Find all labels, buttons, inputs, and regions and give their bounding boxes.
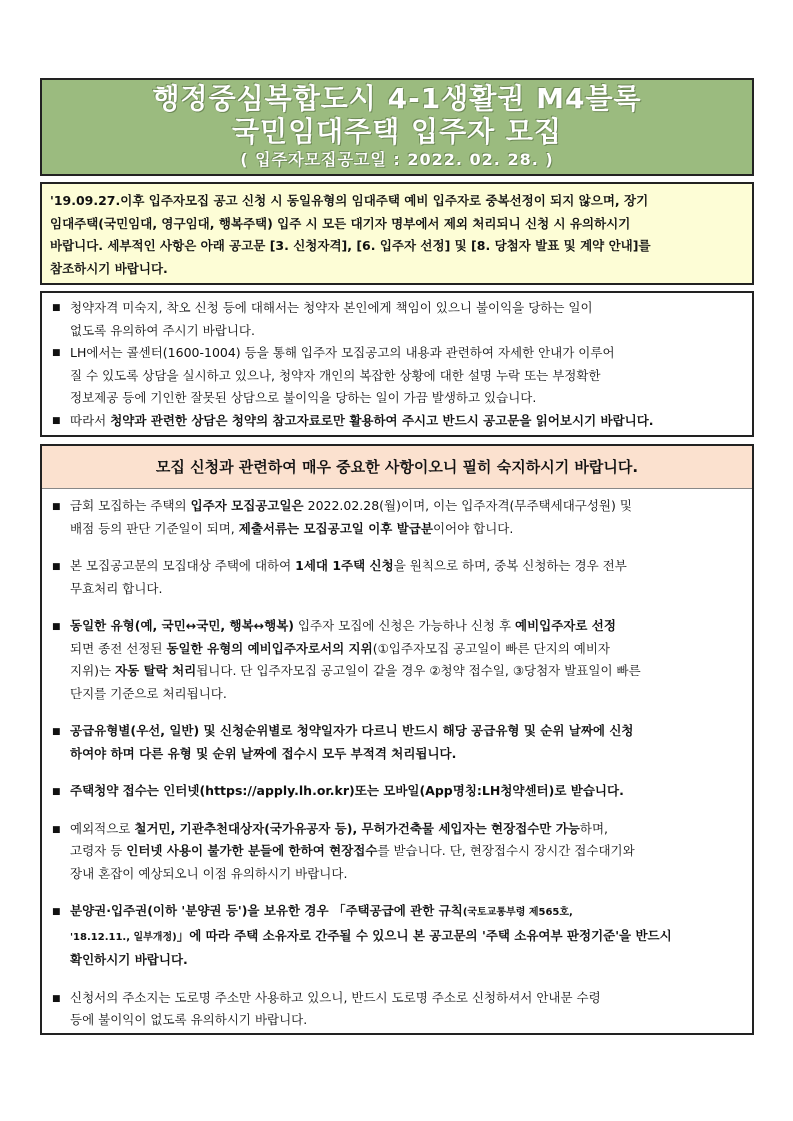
item-text: 등에 불이익이 없도록 유의하시기 바랍니다. (70, 1012, 308, 1027)
item-text-small: (국토교통부령 제565호, (462, 907, 573, 918)
item-text: (①입주자모집 공고일이 빠른 단지의 예비자 (372, 640, 610, 656)
important-item (50, 900, 742, 972)
caution-text: 없도록 유의하여 주시기 바랍니다. (70, 322, 255, 338)
caution-box (40, 291, 754, 437)
item-text-bold: 동일한 유형(예, 국민↔국민, 행복↔행복) (70, 618, 294, 633)
item-text: 지위)는 (70, 663, 116, 678)
caution-item (50, 410, 744, 433)
item-text-bold: 1세대 1주택 신청 (295, 558, 394, 573)
item-text: 배점 등의 판단 기준일이 되며, (70, 520, 239, 536)
item-text-bold: 분양권·입주권(이하 '분양권 등')을 보유한 경우 「주택공급에 관한 규칙 (70, 903, 463, 918)
item-text-bold: 자동 탈락 처리 (115, 663, 197, 678)
important-item (50, 987, 742, 1032)
important-header: 모집 신청과 관련하여 매우 중요한 사항이오니 필히 숙지하시기 바랍니다. (42, 446, 752, 489)
item-text: 본 모집공고문의 모집대상 주택에 대하여 (70, 558, 296, 573)
item-text-bold: 철거민, 기관추천대상자(국가유공자 등), 무허가건축물 세입자는 현장접수만 가능 (134, 820, 580, 836)
notice-line: 참조하시기 바랍니다. (50, 260, 168, 276)
title-box (40, 78, 754, 176)
item-text-bold: 제출서류는 모집공고일 이후 발급분 (238, 520, 433, 536)
item-text: 금회 모집하는 주택의 (70, 498, 191, 513)
important-item (50, 818, 742, 886)
notice-line: '19.09.27.이후 입주자모집 공고 신청 시 동일유형의 임대주택 예비 입주자로 중복선정이 되지 않으며, 장기 (50, 193, 649, 208)
item-text: 고령자 등 (70, 843, 127, 858)
item-text: 이어야 합니다. (432, 520, 514, 536)
important-item (50, 615, 742, 705)
item-text: 예외적으로 (70, 820, 135, 836)
notice-line: 바랍니다. 세부적인 사항은 아래 공고문 [3. 신청자격], [6. 입주자 선정] 및 [8. 당첨자 발표 및 계약 안내]를 (50, 238, 651, 253)
caution-text: ■ LH에서는 콜센터(1600-1004) 등을 통해 입주자 모집공고의 내용과 관련하여 자세한 안내가 이루어 (70, 345, 615, 360)
caution-text: 질 수 있도록 상담을 실시하고 있으나, 청약자 개인의 복잡한 상황에 대한 설명 누락 또는 부정확한 (70, 367, 601, 383)
caution-text-bold: 청약과 관련한 상담은 청약의 참고자료로만 활용하여 주시고 반드시 공고문을 읽어보시기 바랍니다. (110, 412, 654, 428)
item-text-bold: 인터넷 사용이 불가한 분들에 한하여 현장접수 (126, 843, 378, 858)
item-text: 단지를 기준으로 처리됩니다. (70, 685, 227, 701)
caution-text: 따라서 (70, 412, 111, 428)
item-text-bold: 」에 따라 주택 소유자로 간주될 수 있으니 본 공고문의 '주택 소유여부 판정기준'을 반드시 (176, 927, 672, 943)
caution-text: 정보제공 등에 기인한 잘못된 상담으로 불이익을 당하는 일이 가끔 발생하고 있습니다. (70, 390, 537, 405)
caution-item (50, 297, 744, 342)
item-text: 입주자 모집에 신청은 가능하나 신청 후 (293, 618, 515, 633)
important-item (50, 720, 742, 765)
item-text-bold: 동일한 유형의 예비입주자로서의 지위 (166, 640, 373, 656)
caution-text: ■ 청약자격 미숙지, 착오 신청 등에 대해서는 청약자 본인에게 책임이 있으니 불이익을 당하는 일이 (70, 300, 593, 315)
announcement-date: ( 입주자모집공고일 : 2022. 02. 28. ) (240, 150, 554, 169)
important-box (40, 444, 754, 1035)
title-line-1: 행정중심복합도시 4-1생활권 M4블록 (152, 82, 642, 115)
notice-box (40, 182, 754, 285)
item-text: 장내 혼잡이 예상되오니 이점 유의하시기 바랍니다. (70, 865, 348, 881)
item-text: 무효처리 합니다. (70, 580, 163, 596)
item-text: 2022.02.28(월)이며, 이는 입주자격(무주택세대구성원) 및 (303, 498, 632, 513)
item-text-small: '18.12.11., 일부개정) (70, 931, 177, 943)
item-text: 를 받습니다. 단, 현장접수시 장시간 접수대기와 (377, 843, 635, 858)
important-item (50, 495, 742, 540)
title-line-2: 국민임대주택 입주자 모집 (231, 115, 563, 148)
item-text-bold: 확인하시기 바랍니다. (70, 952, 188, 967)
important-item (50, 555, 742, 600)
notice-line: 임대주택(국민임대, 영구임대, 행복주택) 입주 시 모든 대기자 명부에서 제외 처리되니 신청 시 유의하시기 (50, 215, 631, 231)
important-item (50, 780, 742, 803)
item-text-bold: 예비입주자로 선정 (515, 618, 616, 633)
item-text-bold: 공급유형별(우선, 일반) 및 신청순위별로 청약일자가 다르니 반드시 해당 공급유형 및 순위 날짜에 신청 (70, 723, 634, 738)
item-text-bold: 주택청약 접수는 인터넷(https://apply.lh.or.kr)또는 모바일(App명칭:LH청약센터)로 받습니다. (70, 783, 624, 798)
item-text: 되면 종전 선정된 (70, 640, 167, 656)
item-text: 신청서의 주소지는 도로명 주소만 사용하고 있으니, 반드시 도로명 주소로 신청하셔서 안내문 수령 (70, 989, 601, 1005)
item-text-bold: 하여야 하며 다른 유형 및 순위 날짜에 접수시 모두 부적격 처리됩니다. (70, 745, 457, 761)
item-text-bold: 입주자 모집공고일은 (190, 498, 304, 513)
item-text: 을 원칙으로 하며, 중복 신청하는 경우 전부 (393, 558, 627, 573)
item-text: 하며, (579, 820, 608, 836)
caution-item (50, 342, 744, 410)
item-text: 됩니다. 단 입주자모집 공고일이 같을 경우 ②청약 접수일, ③당첨자 발표일이 빠른 (196, 663, 641, 678)
